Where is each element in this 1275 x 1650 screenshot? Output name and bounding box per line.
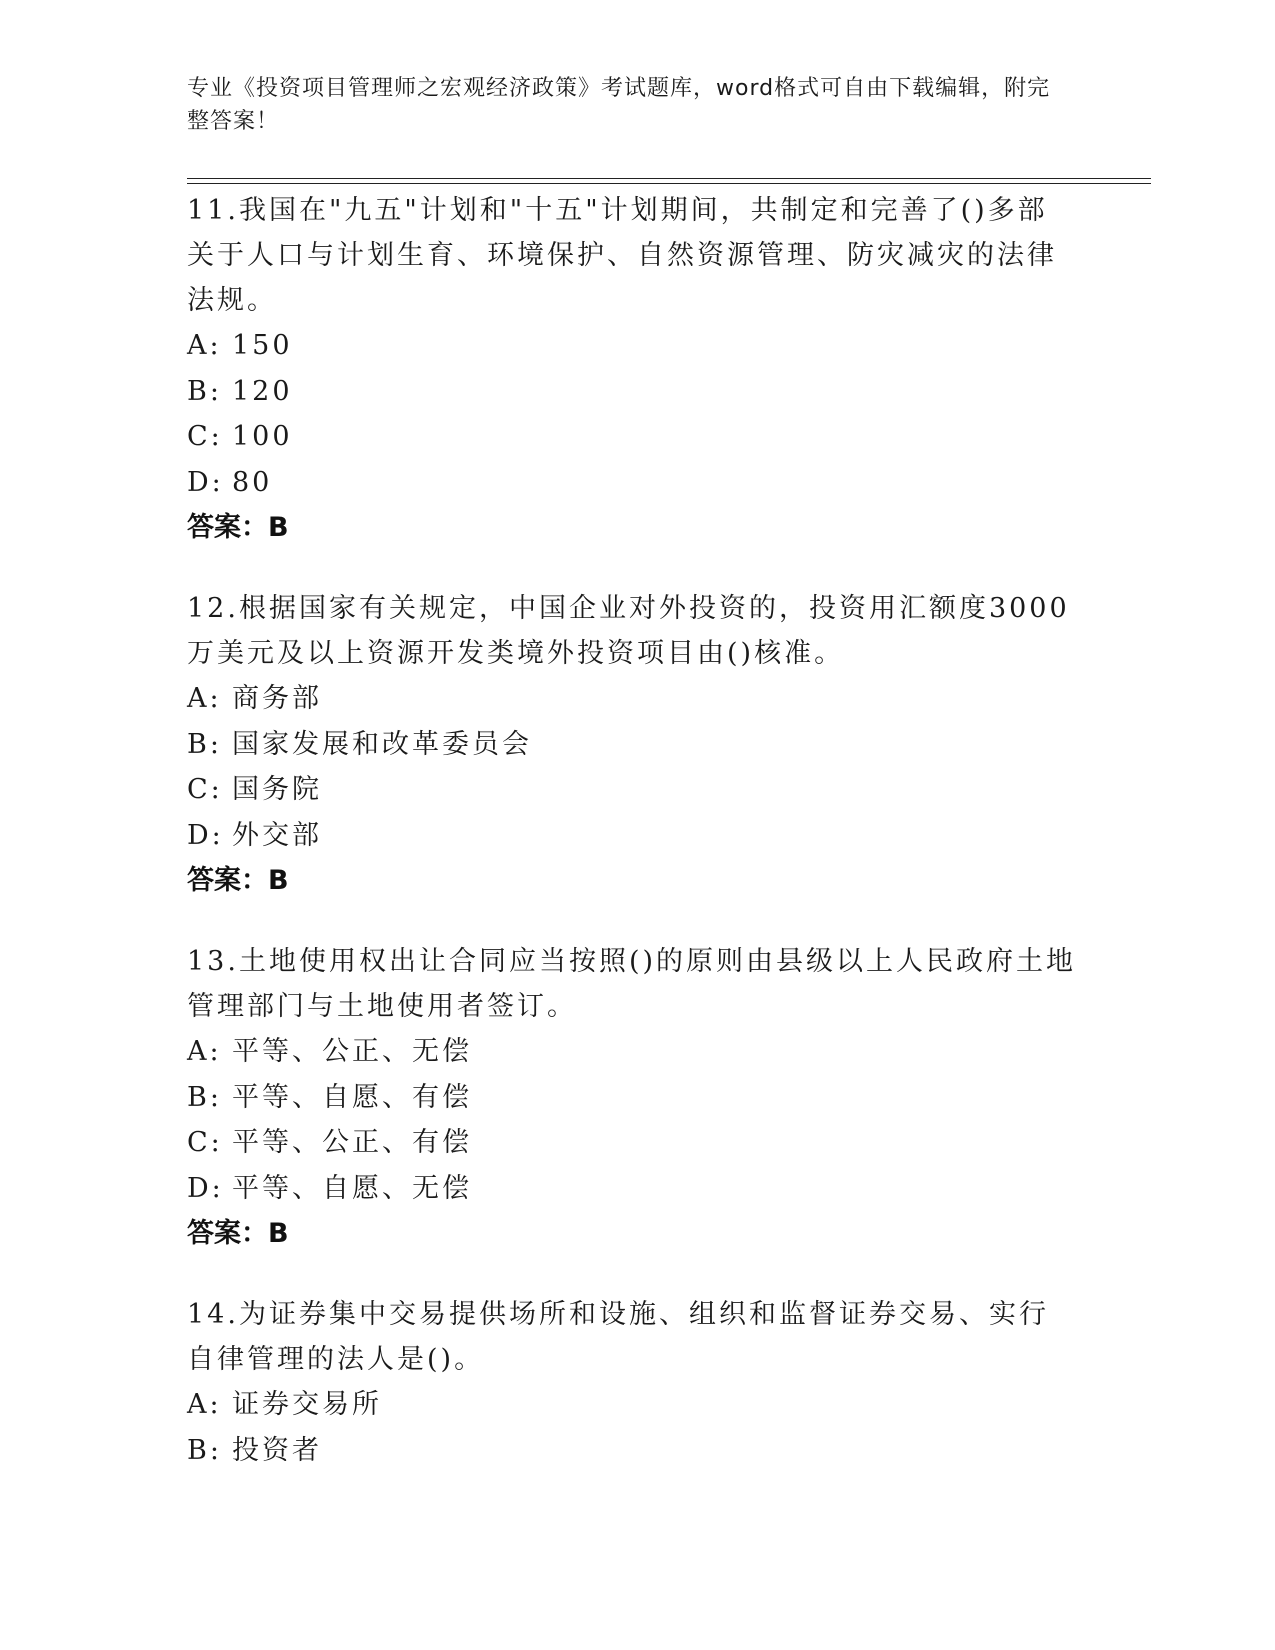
option-a [187, 1029, 1087, 1075]
option-d [187, 1166, 1087, 1212]
header-text: 专业《投资项目管理师之宏观经济政策》考试题库，word格式可自由下载编辑，附完整答案！ [187, 76, 1051, 134]
option-key: C: [187, 421, 223, 452]
option-key: A: [187, 1389, 222, 1420]
option-text: 平等、自愿、有偿 [232, 1081, 472, 1113]
answer-label: 答案： [187, 512, 268, 543]
option-key: D: [187, 1172, 224, 1204]
answer-label: 答案： [187, 1218, 268, 1249]
option-a [187, 676, 1087, 722]
option-key: B: [187, 375, 222, 407]
option-text: 国务院 [232, 774, 322, 805]
option-key: D: [187, 819, 224, 851]
option-key: A: [187, 683, 222, 714]
document-header [187, 72, 1067, 138]
answer-line [187, 858, 1087, 903]
option-text: 100 [232, 421, 293, 452]
option-key: B: [187, 1081, 222, 1113]
option-text: 外交部 [232, 819, 322, 851]
question-list [187, 188, 1087, 1509]
question-stem: 13.土地使用权出让合同应当按照()的原则由县级以上人民政府土地管理部门与土地使用者签订。 [187, 946, 1077, 1022]
question-stem: 14.为证券集中交易提供场所和设施、组织和监督证券交易、实行自律管理的法人是()。 [187, 1299, 1049, 1375]
option-key: B: [187, 1434, 222, 1466]
question-stem: 11.我国在"九五"计划和"十五"计划期间，共制定和完善了()多部关于人口与计划生育、环境保护、自然资源管理、防灾减灾的法律法规。 [187, 195, 1057, 316]
option-text: 平等、公正、有偿 [232, 1127, 472, 1158]
question-11 [187, 188, 1087, 550]
answer-line [187, 1211, 1087, 1256]
option-d [187, 460, 1087, 506]
header-divider-bottom [187, 183, 1151, 184]
option-d [187, 813, 1087, 859]
answer-label: 答案： [187, 865, 268, 896]
option-c [187, 767, 1087, 813]
option-text: 投资者 [232, 1434, 322, 1466]
option-key: C: [187, 774, 223, 805]
question-13 [187, 939, 1087, 1256]
question-14 [187, 1292, 1087, 1473]
option-b [187, 1428, 1087, 1474]
option-c [187, 1120, 1087, 1166]
option-a [187, 323, 1087, 369]
option-c [187, 414, 1087, 460]
option-text: 120 [232, 375, 293, 407]
answer-value: B [268, 1218, 289, 1249]
option-key: C: [187, 1127, 223, 1158]
option-text: 国家发展和改革委员会 [232, 728, 532, 760]
option-text: 证券交易所 [232, 1389, 382, 1420]
option-text: 商务部 [232, 683, 322, 714]
question-12 [187, 586, 1087, 903]
option-b [187, 722, 1087, 768]
option-text: 150 [232, 330, 293, 361]
header-divider-top [187, 178, 1151, 179]
option-text: 平等、公正、无偿 [232, 1036, 472, 1067]
option-b [187, 1075, 1087, 1121]
option-key: B: [187, 728, 222, 760]
option-a [187, 1382, 1087, 1428]
answer-value: B [268, 865, 289, 896]
option-key: A: [187, 1036, 222, 1067]
answer-line [187, 505, 1087, 550]
option-key: A: [187, 330, 222, 361]
question-stem: 12.根据国家有关规定，中国企业对外投资的，投资用汇额度3000万美元及以上资源开发类境外投资项目由()核准。 [187, 593, 1070, 669]
option-text: 80 [232, 466, 273, 498]
option-text: 平等、自愿、无偿 [232, 1172, 472, 1204]
option-b [187, 369, 1087, 415]
answer-value: B [268, 512, 289, 543]
option-key: D: [187, 466, 224, 498]
